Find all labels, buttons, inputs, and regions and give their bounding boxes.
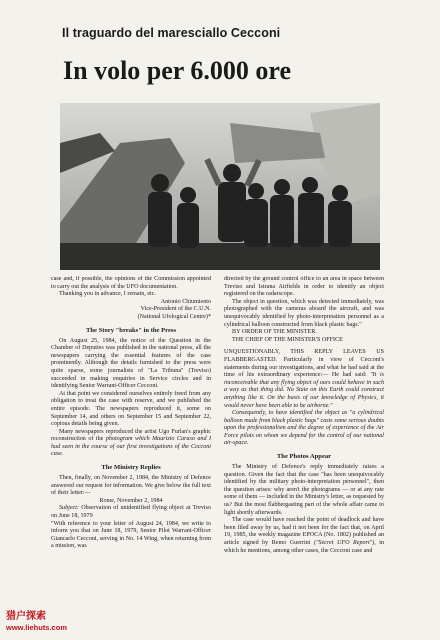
site-watermark [6, 611, 166, 632]
paragraph-text: Many newspapers reproduced the artist Ugo Furlan's graphic reconstruction of the [51, 428, 211, 443]
left-column [51, 276, 211, 632]
paragraph: case and, if possible, the opinions of the Commission appointed to carry out the analysis of the UFO documentation. [51, 276, 211, 290]
section-heading: The Photos Appear [276, 453, 332, 461]
subject-label: Subject: [59, 505, 79, 512]
watermark-url[interactable]: www.liehuts.com [6, 623, 67, 632]
paragraph: Then, finally, on November 2, 1984, the Ministry of Defence answered our request for information. We give below the full text of their letter:— [51, 475, 211, 497]
paragraph [224, 349, 384, 410]
order-line: BY ORDER OF THE MINISTER. [232, 329, 317, 336]
paragraph-text: The case would have reached the point of deadlock and have been filed away by us, had it not been for the fact that, on April 19, 1985, the weekly magazine EPOCA (No. 1802) published an article signed by Remo Guerrini [224, 517, 384, 546]
paragraph: The object in question, which was detected immediately, was photographed with the cameras aboard the aircraft, and was unequivocably identified by photo-interpretation personnel as a cylindrical balloon constructed from black plastic bags." [224, 298, 384, 328]
letter-date: Rome, November 2, 1984 [99, 497, 163, 504]
paragraph: The Ministry of Defence's reply immediately raises a question. Given the fact that the case "has been unequivocably identified by the military photo-interpretation personnel", then the question arises: why aren't the photograms — or at any rate some of them — included in the Ministry's letter, as requested by us? But the most flabbergasting part of the whole affair came to light shortly afterwards. [224, 464, 384, 516]
letter-subject [51, 505, 211, 520]
article-photo [60, 103, 380, 270]
order-line: THE CHIEF OF THE MINISTER'S OFFICE [232, 336, 343, 343]
paragraph: At that point we considered ourselves entirely freed from any obligation to treat the case with reserve, and we published the entire episode. The newspapers reproduced it, some on September 14, and others on September 15 and September 22, copious details being given. [51, 390, 211, 428]
signature-org: (National Ufological Centre)* [137, 313, 211, 320]
paragraph-italic: "It is inconceivable that any flying object of ours could behave in such a way as that thing did. No State on this Earth could construct anything like it. On the basis of our knowledge of Physics, it would never have been able to be airborne." [224, 372, 384, 409]
paragraph-italic: Consequently, to have identified the object as [232, 410, 350, 417]
paragraph-text: UNQUESTIONABLY, THIS REPLY LEAVES US FLABBERGASTED. Particularly in view of Cecconi's statements during our investigations, and what he had said at the time of his extraordinary experience:— He had said: [224, 349, 384, 379]
section-heading: The Ministry Replies [101, 464, 161, 472]
paragraph-text: , in which he mentions, among other cases, the Cecconi case and [224, 540, 384, 554]
subject-text: Observation of unidentified flying object at Treviso on June 18, 1979 [51, 505, 211, 520]
watermark-title: 猎户探索 [6, 611, 46, 622]
paragraph-italic: "a cylindrical balloon made from black plastic bags" casts some serious doubts upon the professionalism and the degree of experience of the Air Force pilots on whom we depend for the control of our national air-space. [224, 410, 384, 447]
signature-name: Antonio Chiumiento [160, 298, 211, 305]
paragraph: Thanking you in advance, I remain, etc. [59, 291, 156, 298]
signature-title: Vice-President of the C.U.N. [140, 306, 211, 313]
article-kicker: Il traguardo del maresciallo Cecconi [62, 26, 281, 40]
paragraph [224, 517, 384, 555]
paragraph-italic: photogram which Maurizio Caruso and I had seen in the course of our first investigations of the Cecconi case. [51, 436, 211, 458]
article-headline: In volo per 6.000 ore [63, 56, 291, 85]
section-heading: The Story "breaks" in the Press [85, 326, 177, 334]
paragraph: "With reference to your letter of August 24, 1984, we write to inform you that on June 18, 1979, Senior Pilot Warrant-Officer Giancarlo Cecconi, serving in No. 14 Wing, when returning from a mission, was [51, 520, 211, 550]
right-column [224, 276, 384, 632]
paragraph-italic: ("Secret UFO Report") [313, 540, 375, 546]
pilots-photo-image [60, 103, 380, 270]
paragraph: directed by the ground control office to an area in space between Treviso and Istrana Airfields in order to identify an object registered on the radarscope. [224, 276, 384, 298]
paragraph [51, 429, 211, 459]
paragraph: On August 25, 1984, the notice of the Question in the Chamber of Deputies was published in the national press, all the newspapers carrying the essential features of the case prominently. Although the details furnished to the press were quite sparse, some journalists of "La Tribuna" (Treviso) succeeded in making enquiries in Service circles and in identifying Senior Warrant-Officer Cecconi. [51, 337, 211, 390]
paragraph [224, 410, 384, 448]
